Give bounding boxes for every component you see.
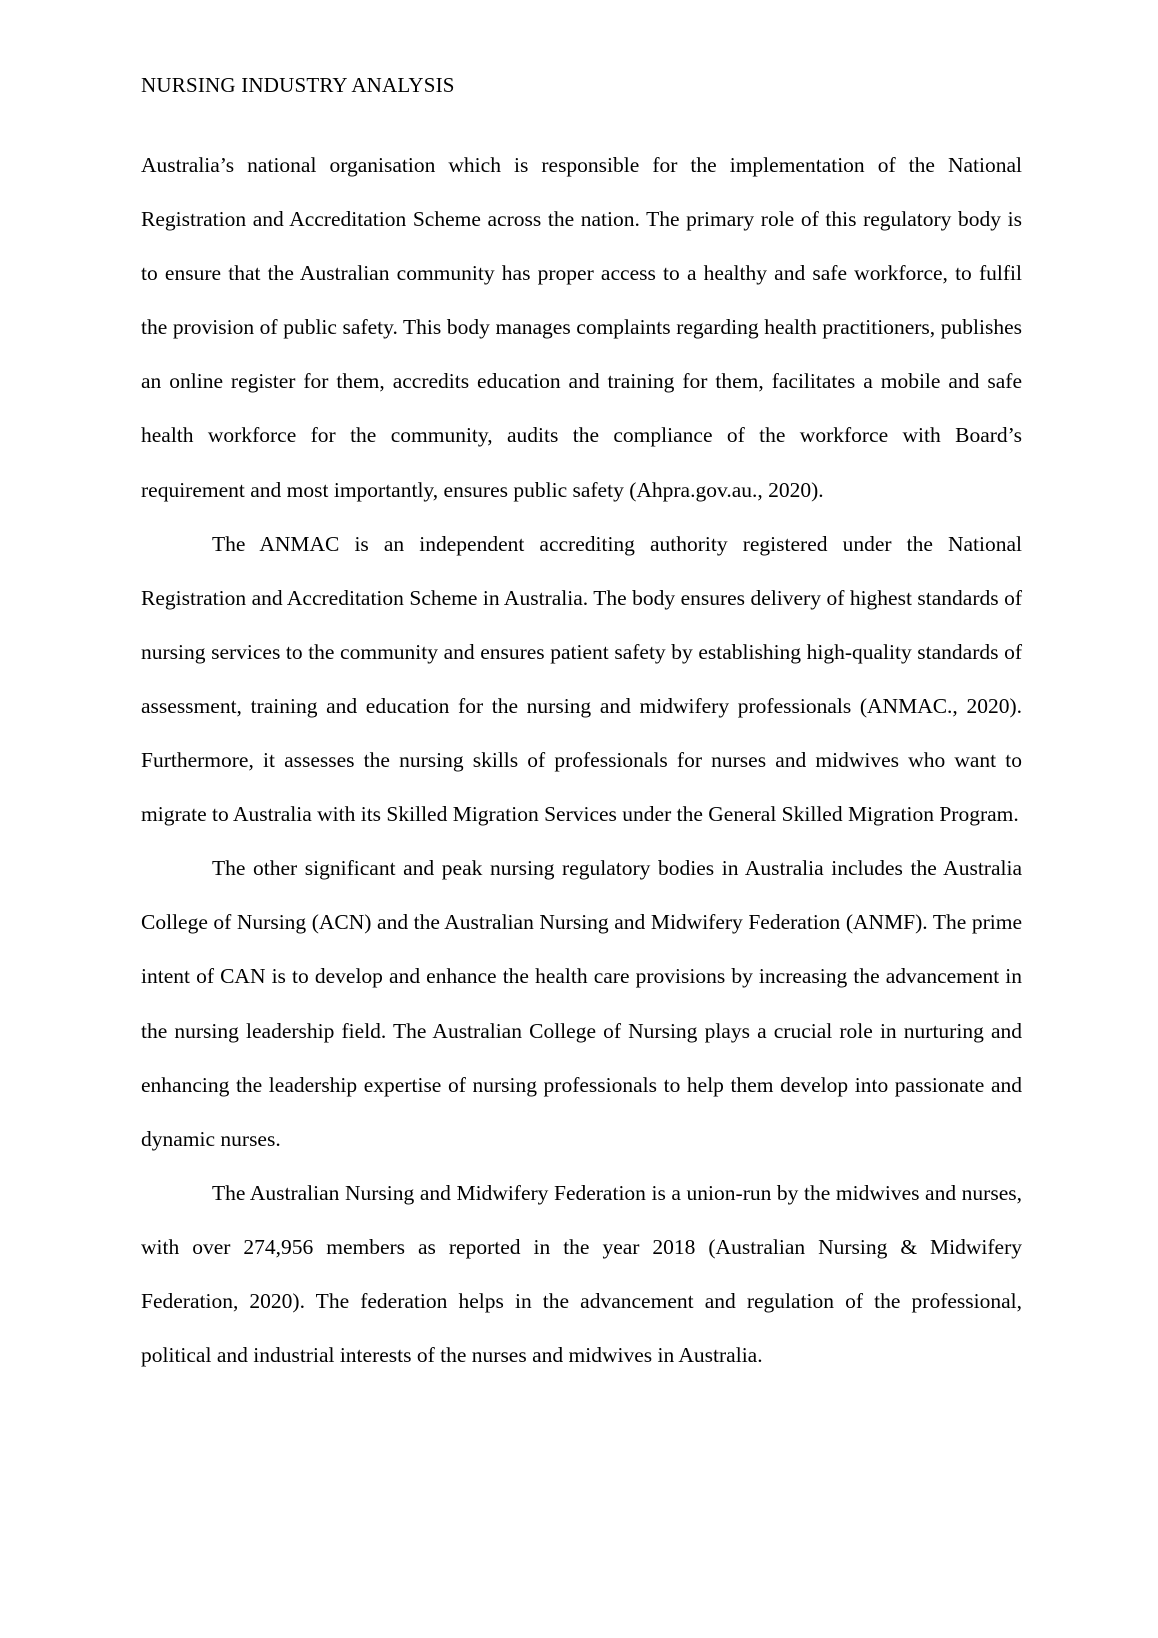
running-head: NURSING INDUSTRY ANALYSIS (141, 73, 455, 97)
paragraph-acn-anmf: The other significant and peak nursing regulatory bodies in Australia includes the Australia College of Nursing (ACN) and the Australian Nursing and Midwifery Federation (ANMF). The prime intent of CAN is to develop and enhance the health care provisions by increasing the advancement in the nursing leadership field. The Australian College of Nursing plays a crucial role in nurturing and enhancing the leadership expertise of nursing professionals to help them develop into passionate and dynamic nurses. (141, 856, 1022, 1151)
paragraph-ahpra: Australia’s national organisation which is responsible for the implementation of the National Registration and Accreditation Scheme across the nation. The primary role of this regulatory body is to ensure that the Australian community has proper access to a healthy and safe workforce, to fulfil the provision of public safety. This body manages complaints regarding health practitioners, publishes an online register for them, accredits education and training for them, facilitates a mobile and safe health workforce for the community, audits the compliance of the workforce with Board’s requirement and most importantly, ensures public safety (Ahpra.gov.au., 2020). (141, 153, 1022, 502)
paragraph-anmf: The Australian Nursing and Midwifery Federation is a union-run by the midwives and nurses, with over 274,956 members as reported in the year 2018 (Australian Nursing & Midwifery Federation, 2020). The federation helps in the advancement and regulation of the professional, political and industrial interests of the nurses and midwives in Australia. (141, 1180, 1022, 1368)
paragraph-anmac: The ANMAC is an independent accrediting authority registered under the National Registration and Accreditation Scheme in Australia. The body ensures delivery of highest standards of nursing services to the community and ensures patient safety by establishing high-quality standards of assessment, training and education for the nursing and midwifery professionals (ANMAC., 2020). Furthermore, it assesses the nursing skills of professionals for nurses and midwives who want to migrate to Australia with its Skilled Migration Services under the General Skilled Migration Program. (141, 531, 1022, 827)
body-text (141, 138, 1022, 1382)
